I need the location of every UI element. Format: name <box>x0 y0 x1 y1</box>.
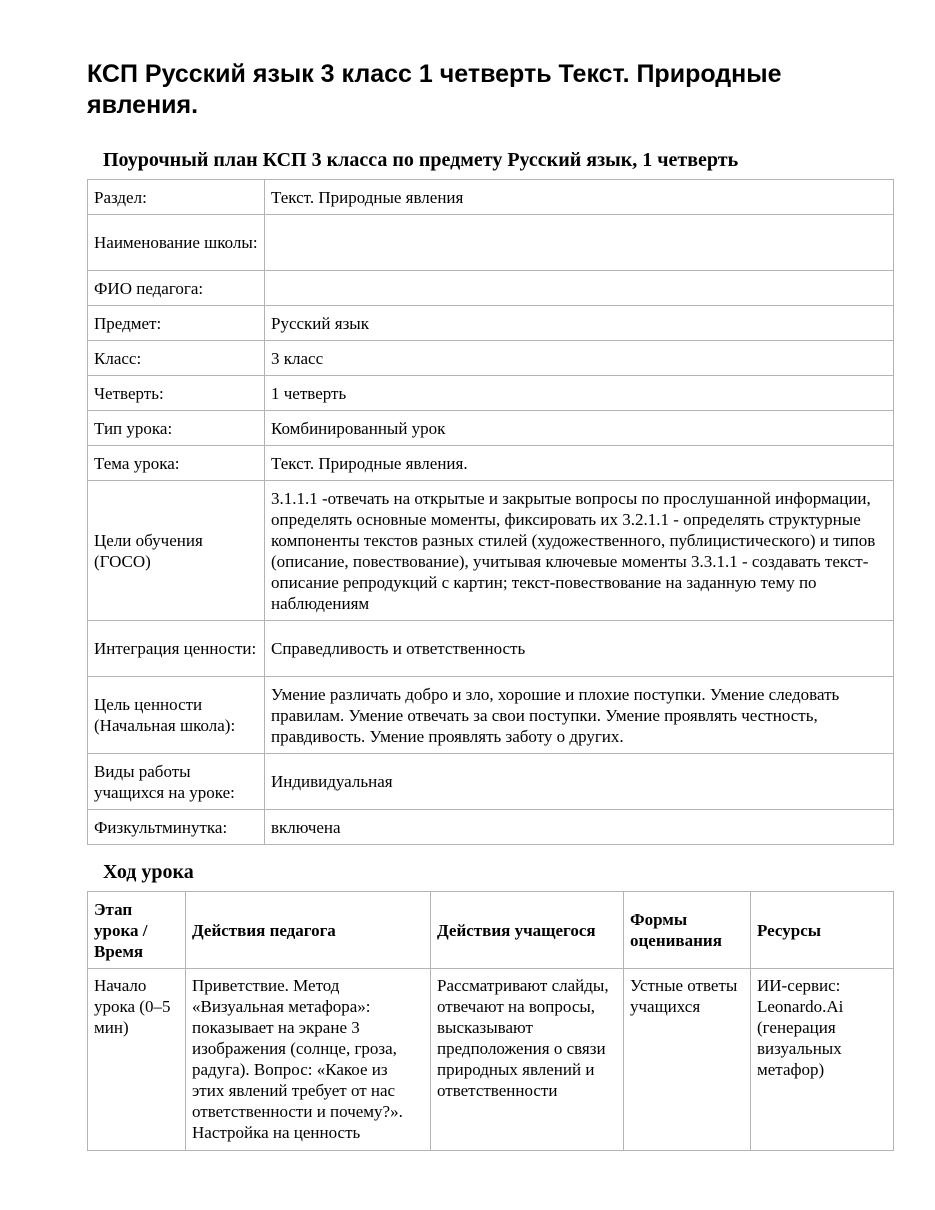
info-label: Тип урока: <box>88 411 265 446</box>
cell-assessment: Устные ответы учащихся <box>624 969 751 1151</box>
info-value: 1 четверть <box>265 376 894 411</box>
info-label: Цели обучения (ГОСО) <box>88 481 265 621</box>
info-value: Русский язык <box>265 306 894 341</box>
table-row <box>88 481 894 621</box>
info-value <box>265 271 894 306</box>
table-row <box>88 376 894 411</box>
plan-heading: Поурочный план КСП 3 класса по предмету Русский язык, 1 четверть <box>103 149 739 171</box>
table-row <box>88 341 894 376</box>
cell-resources: ИИ-сервис: Leonardo.Ai (генерация визуальных метафор) <box>751 969 894 1151</box>
cell-teacher-actions: Приветствие. Метод «Визуальная метафора»: показывает на экране 3 изображения (солнце, гроза, радуга). Вопрос: «Какое из этих явлений требует от нас ответственности и почему?». Настройка на ценность <box>186 969 431 1151</box>
info-label: Цель ценности (Начальная школа): <box>88 677 265 754</box>
cell-student-actions: Рассматривают слайды, отвечают на вопросы, высказывают предположения о связи природных явлений и ответственности <box>431 969 624 1151</box>
lesson-progress-table <box>87 891 894 1151</box>
info-label: Интеграция ценности: <box>88 621 265 677</box>
cell-stage: Начало урока (0–5 мин) <box>88 969 186 1151</box>
info-label: Виды работы учащихся на уроке: <box>88 754 265 810</box>
info-value: Комбинированный урок <box>265 411 894 446</box>
table-header-row <box>88 892 894 969</box>
info-value: 3 класс <box>265 341 894 376</box>
info-value: Умение различать добро и зло, хорошие и плохие поступки. Умение следовать правилам. Умение отвечать за свои поступки. Умение проявлять честность, правдивость. Умение проявлять заботу о других. <box>265 677 894 754</box>
table-row <box>88 306 894 341</box>
info-label: Наименование школы: <box>88 215 265 271</box>
info-value: Текст. Природные явления <box>265 180 894 215</box>
table-row <box>88 621 894 677</box>
column-header-resources: Ресурсы <box>751 892 894 969</box>
lesson-info-table <box>87 179 894 845</box>
table-row <box>88 969 894 1151</box>
table-row <box>88 754 894 810</box>
info-value: Индивидуальная <box>265 754 894 810</box>
table-row <box>88 215 894 271</box>
table-row <box>88 810 894 845</box>
info-label: Предмет: <box>88 306 265 341</box>
info-value <box>265 215 894 271</box>
column-header-teacher: Действия педагога <box>186 892 431 969</box>
lesson-heading: Ход урока <box>103 861 194 883</box>
info-value: Текст. Природные явления. <box>265 446 894 481</box>
table-row <box>88 411 894 446</box>
table-row <box>88 180 894 215</box>
info-label: Класс: <box>88 341 265 376</box>
info-label: Тема урока: <box>88 446 265 481</box>
column-header-assessment: Формы оценивания <box>624 892 751 969</box>
document-title: КСП Русский язык 3 класс 1 четверть Текст. Природные явления. <box>87 60 782 119</box>
table-row <box>88 271 894 306</box>
info-label: Физкультминутка: <box>88 810 265 845</box>
info-label: Раздел: <box>88 180 265 215</box>
info-value: Справедливость и ответственность <box>265 621 894 677</box>
info-value: включена <box>265 810 894 845</box>
info-label: ФИО педагога: <box>88 271 265 306</box>
column-header-stage: Этап урока / Время <box>88 892 186 969</box>
column-header-student: Действия учащегося <box>431 892 624 969</box>
info-label: Четверть: <box>88 376 265 411</box>
table-row <box>88 446 894 481</box>
table-row <box>88 677 894 754</box>
info-value: 3.1.1.1 -отвечать на открытые и закрытые вопросы по прослушанной информации, определять основные моменты, фиксировать их 3.2.1.1 - определять структурные компоненты текстов разных стилей (художественного, публицистического) и типов (описание, повествование), учитывая ключевые моменты 3.3.1.1 - создавать текст-описание репродукций с картин; текст-повествование на заданную тему по наблюдениям <box>265 481 894 621</box>
